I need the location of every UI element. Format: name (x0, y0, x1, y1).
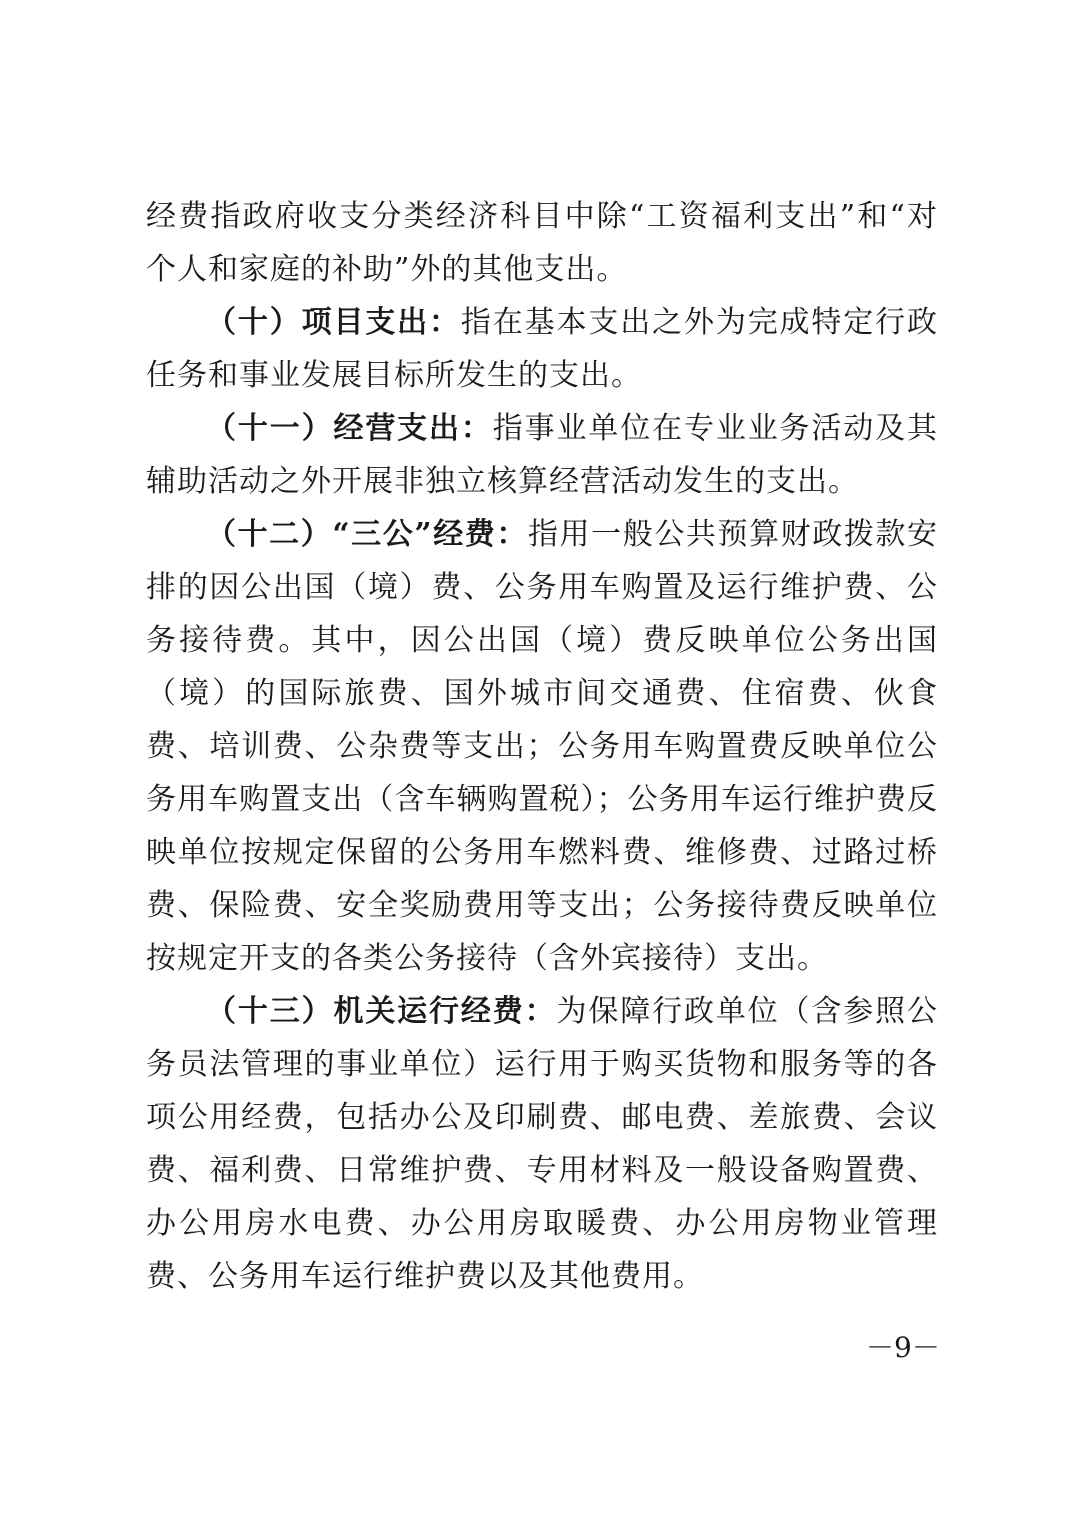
paragraph-three-public-expenses (146, 508, 938, 985)
paragraph-text: 指在基本支出之外为完成特定行政任务和事业发展目标所发生的支出。 (146, 305, 939, 393)
paragraph-text: 指用一般公共预算财政拨款安排的因公出国（境）费、公务用车购置及运行维护费、公务接待费。其中，因公出国（境）费反映单位公务出国（境）的国际旅费、国外城市间交通费、住宿费、伙食费、培训费、公杂费等支出；公务用车购置费反映单位公务用车购置支出（含车辆购置税）；公务用车运行维护费反映单位按规定保留的公务用车燃料费、维修费、过路过桥费、保险费、安全奖励费用等支出；公务接待费反映单位按规定开支的各类公务接待（含外宾接待）支出。 (146, 517, 939, 976)
paragraph-agency-operating-funds (146, 985, 938, 1303)
term-heading: （十）项目支出： (206, 305, 461, 340)
term-heading: （十一）经营支出： (206, 411, 493, 446)
paragraph-project-expenditure (146, 296, 938, 402)
paragraph-text: 指事业单位在专业业务活动及其辅助活动之外开展非独立核算经营活动发生的支出。 (146, 411, 939, 499)
paragraph-operating-expenditure (146, 402, 938, 508)
paragraph-text: 为保障行政单位（含参照公务员法管理的事业单位）运行用于购买货物和服务等的各项公用经费，包括办公及印刷费、邮电费、差旅费、会议费、福利费、日常维护费、专用材料及一般设备购置费、办公用房水电费、办公用房取暖费、办公用房物业管理费、公务用车运行维护费以及其他费用。 (146, 994, 938, 1294)
body-text (146, 190, 938, 1303)
term-heading: （十二）“三公”经费： (206, 517, 528, 552)
page-number: －9－ (866, 1331, 940, 1364)
paragraph-text: 经费指政府收支分类经济科目中除“工资福利支出”和“对个人和家庭的补助”外的其他支出。 (146, 199, 938, 287)
paragraph-continuation (146, 190, 938, 296)
term-heading: （十三）机关运行经费： (206, 994, 557, 1029)
